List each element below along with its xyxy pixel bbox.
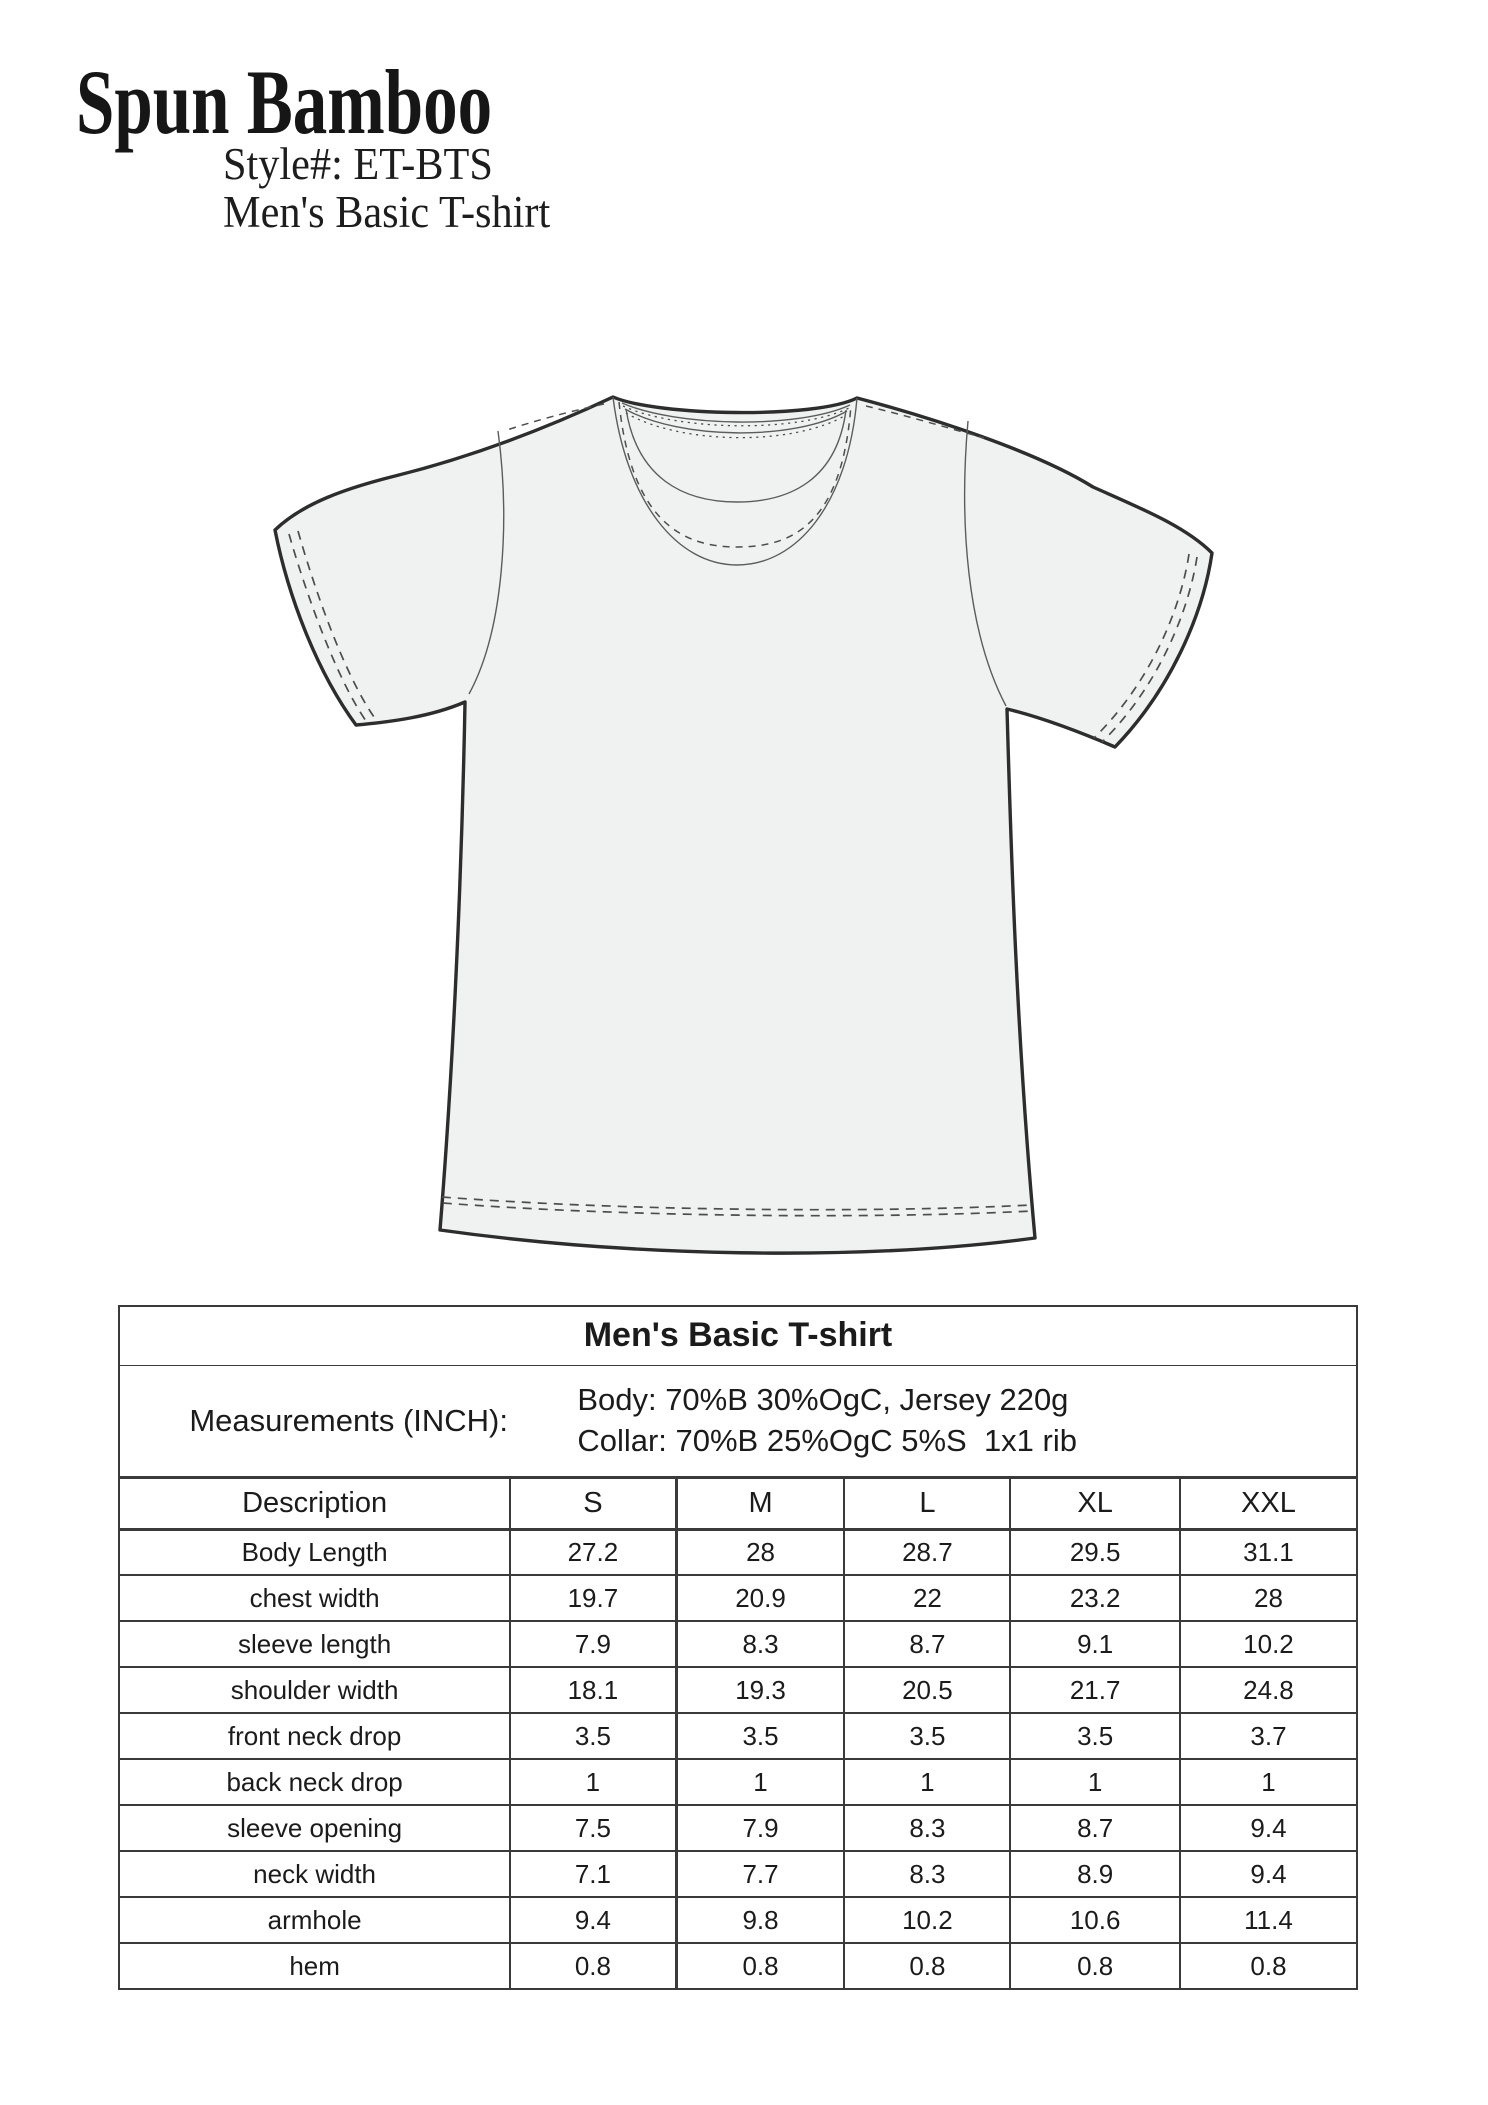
table-row bbox=[119, 1529, 1357, 1575]
table-row bbox=[119, 1667, 1357, 1713]
fabric-composition bbox=[577, 1380, 1356, 1462]
size-value-cell: 1 bbox=[844, 1759, 1010, 1805]
size-value-cell: 19.7 bbox=[510, 1575, 676, 1621]
row-label: sleeve length bbox=[119, 1621, 510, 1667]
measurements-wrap bbox=[120, 1366, 1356, 1476]
size-value-cell: 27.2 bbox=[510, 1529, 676, 1575]
size-value-cell: 1 bbox=[1180, 1759, 1357, 1805]
size-value-cell: 0.8 bbox=[844, 1943, 1010, 1989]
size-value-cell: 28 bbox=[676, 1529, 844, 1575]
size-value-cell: 22 bbox=[844, 1575, 1010, 1621]
fabric-collar-line: Collar: 70%B 25%OgC 5%S 1x1 rib bbox=[577, 1422, 1077, 1458]
table-title: Men's Basic T-shirt bbox=[119, 1306, 1357, 1365]
row-label: sleeve opening bbox=[119, 1805, 510, 1851]
column-header-size-m: M bbox=[676, 1477, 844, 1529]
table-row bbox=[119, 1943, 1357, 1989]
size-value-cell: 0.8 bbox=[1180, 1943, 1357, 1989]
size-value-cell: 9.1 bbox=[1010, 1621, 1180, 1667]
size-value-cell: 8.3 bbox=[844, 1805, 1010, 1851]
size-value-cell: 19.3 bbox=[676, 1667, 844, 1713]
size-value-cell: 0.8 bbox=[510, 1943, 676, 1989]
size-value-cell: 3.5 bbox=[510, 1713, 676, 1759]
table-row bbox=[119, 1621, 1357, 1667]
size-value-cell: 9.4 bbox=[510, 1897, 676, 1943]
tshirt-flat-sketch bbox=[245, 280, 1245, 1280]
row-label: shoulder width bbox=[119, 1667, 510, 1713]
size-value-cell: 8.7 bbox=[1010, 1805, 1180, 1851]
row-label: front neck drop bbox=[119, 1713, 510, 1759]
size-value-cell: 20.5 bbox=[844, 1667, 1010, 1713]
size-value-cell: 21.7 bbox=[1010, 1667, 1180, 1713]
size-value-cell: 28.7 bbox=[844, 1529, 1010, 1575]
style-number: Style#: ET-BTS bbox=[223, 139, 493, 189]
brand-title: Spun Bamboo bbox=[76, 51, 493, 153]
size-value-cell: 3.5 bbox=[1010, 1713, 1180, 1759]
size-value-cell: 7.9 bbox=[676, 1805, 844, 1851]
column-header-size-l: L bbox=[844, 1477, 1010, 1529]
table-row bbox=[119, 1851, 1357, 1897]
size-value-cell: 1 bbox=[676, 1759, 844, 1805]
row-label: chest width bbox=[119, 1575, 510, 1621]
size-value-cell: 3.5 bbox=[676, 1713, 844, 1759]
product-subheader bbox=[223, 141, 550, 236]
tshirt-silhouette bbox=[275, 397, 1212, 1253]
column-header-description: Description bbox=[119, 1477, 510, 1529]
size-value-cell: 9.4 bbox=[1180, 1851, 1357, 1897]
size-value-cell: 8.7 bbox=[844, 1621, 1010, 1667]
measurements-label: Measurements (INCH): bbox=[189, 1402, 508, 1438]
size-value-cell: 1 bbox=[510, 1759, 676, 1805]
size-table-body bbox=[119, 1529, 1357, 1989]
size-value-cell: 10.2 bbox=[1180, 1621, 1357, 1667]
size-value-cell: 7.9 bbox=[510, 1621, 676, 1667]
tshirt-drawing-svg bbox=[245, 280, 1245, 1280]
size-value-cell: 8.9 bbox=[1010, 1851, 1180, 1897]
size-value-cell: 31.1 bbox=[1180, 1529, 1357, 1575]
fabric-body-line: Body: 70%B 30%OgC, Jersey 220g bbox=[577, 1381, 1069, 1417]
size-value-cell: 7.5 bbox=[510, 1805, 676, 1851]
size-value-cell: 10.2 bbox=[844, 1897, 1010, 1943]
size-value-cell: 0.8 bbox=[1010, 1943, 1180, 1989]
row-label: armhole bbox=[119, 1897, 510, 1943]
size-value-cell: 24.8 bbox=[1180, 1667, 1357, 1713]
size-value-cell: 1 bbox=[1010, 1759, 1180, 1805]
size-value-cell: 3.5 bbox=[844, 1713, 1010, 1759]
row-label: back neck drop bbox=[119, 1759, 510, 1805]
size-value-cell: 10.6 bbox=[1010, 1897, 1180, 1943]
size-value-cell: 23.2 bbox=[1010, 1575, 1180, 1621]
table-row bbox=[119, 1897, 1357, 1943]
table-row bbox=[119, 1759, 1357, 1805]
table-row bbox=[119, 1575, 1357, 1621]
size-value-cell: 20.9 bbox=[676, 1575, 844, 1621]
size-value-cell: 0.8 bbox=[676, 1943, 844, 1989]
row-label: hem bbox=[119, 1943, 510, 1989]
size-value-cell: 9.4 bbox=[1180, 1805, 1357, 1851]
column-header-size-s: S bbox=[510, 1477, 676, 1529]
size-chart-table bbox=[118, 1305, 1358, 1990]
row-label: neck width bbox=[119, 1851, 510, 1897]
size-value-cell: 3.7 bbox=[1180, 1713, 1357, 1759]
table-row bbox=[119, 1713, 1357, 1759]
size-value-cell: 28 bbox=[1180, 1575, 1357, 1621]
size-value-cell: 18.1 bbox=[510, 1667, 676, 1713]
measurements-row bbox=[119, 1365, 1357, 1477]
column-header-row bbox=[119, 1477, 1357, 1529]
size-value-cell: 11.4 bbox=[1180, 1897, 1357, 1943]
product-name: Men's Basic T-shirt bbox=[223, 186, 551, 237]
size-value-cell: 7.7 bbox=[676, 1851, 844, 1897]
table-row bbox=[119, 1805, 1357, 1851]
column-header-size-xxl: XXL bbox=[1180, 1477, 1357, 1529]
size-value-cell: 8.3 bbox=[676, 1621, 844, 1667]
table-title-row bbox=[119, 1306, 1357, 1365]
size-value-cell: 9.8 bbox=[676, 1897, 844, 1943]
row-label: Body Length bbox=[119, 1529, 510, 1575]
size-value-cell: 29.5 bbox=[1010, 1529, 1180, 1575]
size-value-cell: 7.1 bbox=[510, 1851, 676, 1897]
column-header-size-xl: XL bbox=[1010, 1477, 1180, 1529]
size-value-cell: 8.3 bbox=[844, 1851, 1010, 1897]
